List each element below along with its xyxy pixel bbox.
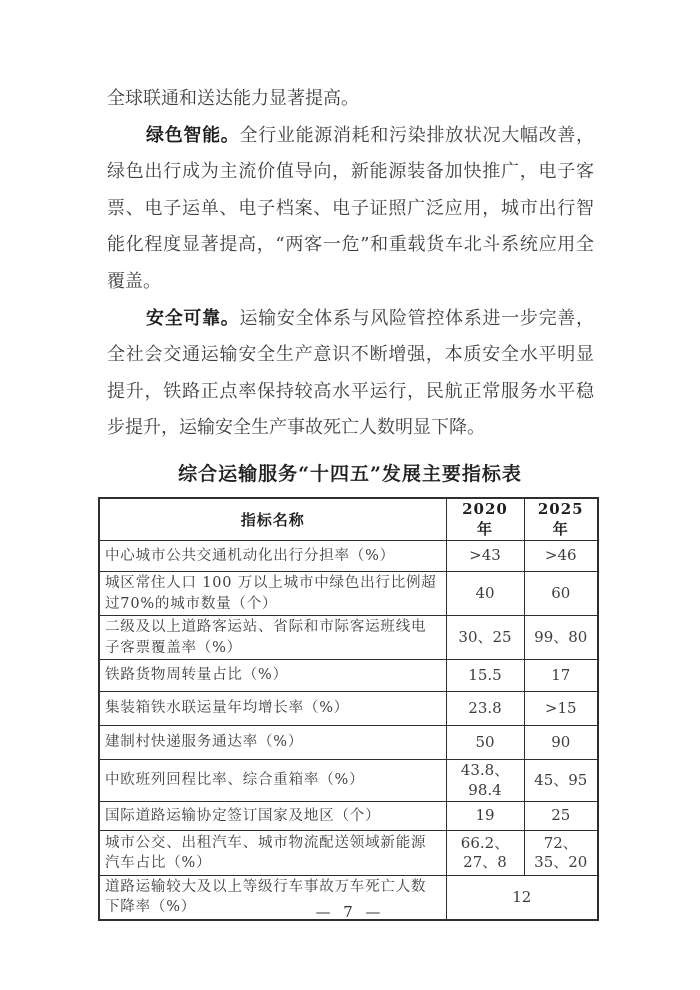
- value-2025: 72、35、20: [524, 831, 598, 876]
- value-2020: 50: [446, 726, 524, 760]
- column-header-indicator: 指标名称: [99, 498, 446, 541]
- indicator-name: 中欧班列回程比率、综合重箱率（%）: [99, 760, 446, 802]
- value-2020: 19: [446, 802, 524, 831]
- table-row: [99, 616, 598, 660]
- paragraph-line: [107, 301, 594, 338]
- paragraph-text: 全行业能源消耗和污染排放状况大幅改善，: [239, 124, 594, 146]
- indicators-table: [98, 497, 599, 921]
- value-2020: 40: [446, 572, 524, 616]
- paragraph-line: 提升，铁路正点率保持较高水平运行，民航正常服务水平稳: [107, 380, 594, 402]
- paragraph-line: 能化程度显著提高，“两客一危”和重载货车北斗系统应用全: [107, 234, 594, 256]
- paragraph-text: 运输安全体系与风险管控体系进一步完善，: [239, 307, 594, 329]
- table-title: 综合运输服务“十四五”发展主要指标表: [178, 463, 522, 485]
- indicator-name: 铁路货物周转量占比（%）: [99, 660, 446, 692]
- value-2020: 15.5: [446, 660, 524, 692]
- table-row: [99, 831, 598, 876]
- value-2020: >43: [446, 541, 524, 572]
- column-header-2020: 2020 年: [446, 498, 524, 541]
- value-2025: 25: [524, 802, 598, 831]
- value-2020: 66.2、27、8: [446, 831, 524, 876]
- value-2020: 23.8: [446, 692, 524, 726]
- value-merged: 12: [446, 876, 598, 920]
- emphasis-label: 安全可靠。: [146, 307, 240, 329]
- table-row: [99, 660, 598, 692]
- paragraph-line: 覆盖。: [107, 270, 161, 292]
- paragraph-line: 步提升，运输安全生产事故死亡人数明显下降。: [107, 417, 485, 439]
- value-2025: 45、95: [524, 760, 598, 802]
- value-2025: 99、80: [524, 616, 598, 660]
- table-row: [99, 692, 598, 726]
- indicator-name: 中心城市公共交通机动化出行分担率（%）: [99, 541, 446, 572]
- paragraph-line: 绿色出行成为主流价值导向，新能源装备加快推广，电子客: [107, 161, 594, 183]
- page-number: — 7 —: [315, 903, 385, 921]
- table-header-row: [99, 498, 598, 541]
- table-row: [99, 541, 598, 572]
- value-2020: 30、25: [446, 616, 524, 660]
- indicator-name: 集装箱铁水联运量年均增长率（%）: [99, 692, 446, 726]
- table-row: [99, 802, 598, 831]
- paragraph-line: [107, 118, 594, 155]
- body-text: [107, 81, 594, 447]
- indicator-name: 建制村快递服务通达率（%）: [99, 726, 446, 760]
- indicator-name: 二级及以上道路客运站、省际和市际客运班线电子客票覆盖率（%）: [99, 616, 446, 660]
- value-2025: >46: [524, 541, 598, 572]
- indicator-name: 国际道路运输协定签订国家及地区（个）: [99, 802, 446, 831]
- value-2025: 60: [524, 572, 598, 616]
- table-row: [99, 572, 598, 616]
- column-header-2025: 2025 年: [524, 498, 598, 541]
- paragraph-line: 票、电子运单、电子档案、电子证照广泛应用，城市出行智: [107, 197, 594, 219]
- value-2025: 17: [524, 660, 598, 692]
- value-2025: >15: [524, 692, 598, 726]
- value-2020: 43.8、98.4: [446, 760, 524, 802]
- indicator-name: 道路运输较大及以上等级行车事故万车死亡人数下降率（%）: [99, 876, 446, 920]
- emphasis-label: 绿色智能。: [146, 124, 240, 146]
- paragraph-line: 全球联通和送达能力显著提高。: [107, 88, 359, 109]
- table-row: [99, 760, 598, 802]
- indicator-name: 城市公交、出租汽车、城市物流配送领域新能源汽车占比（%）: [99, 831, 446, 876]
- paragraph-line: 全社会交通运输安全生产意识不断增强，本质安全水平明显: [107, 344, 594, 366]
- indicator-name: 城区常住人口 100 万以上城市中绿色出行比例超过70%的城市数量（个）: [99, 572, 446, 616]
- table-row: [99, 726, 598, 760]
- value-2025: 90: [524, 726, 598, 760]
